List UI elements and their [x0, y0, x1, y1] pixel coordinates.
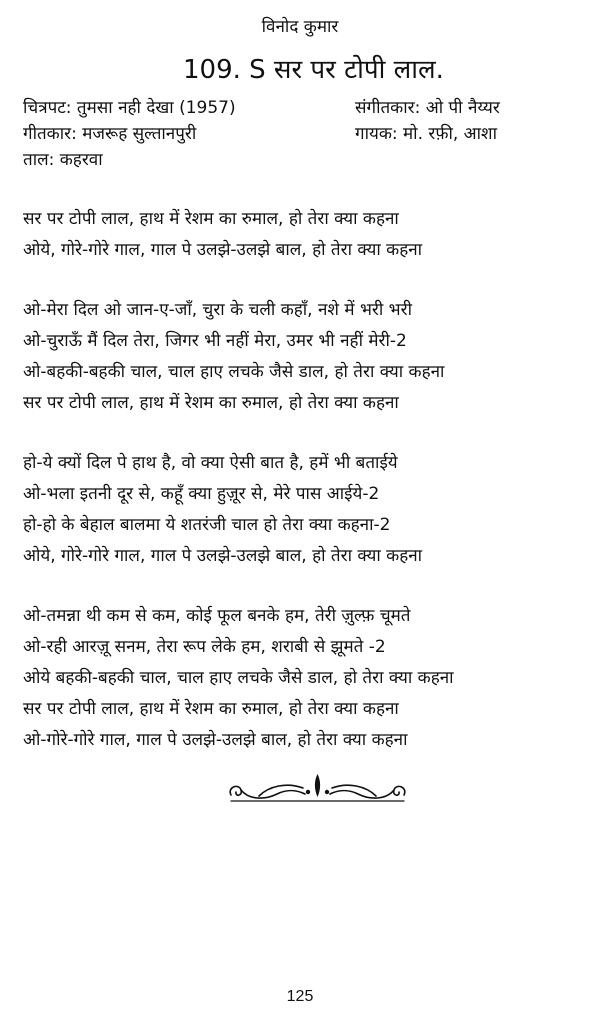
lyric-line: हो-हो के बेहाल बालमा ये शतरंजी चाल हो तेरा क्या कहना-2	[23, 515, 391, 535]
page-title: 109. S सर पर टोपी लाल.	[183, 55, 444, 85]
lyric-line: हो-ये क्यों दिल पे हाथ है, वो क्या ऐसी बात है, हमें भी बताईये	[23, 453, 398, 473]
lyric-line: ओये बहकी-बहकी चाल, चाल हाए लचके जैसे डाल, हो तेरा क्या कहना	[23, 668, 454, 688]
lyric-line: ओये, गोरे-गोरे गाल, गाल पे उलझे-उलझे बाल, हो तेरा क्या कहना	[23, 546, 423, 566]
lyric-line: ओ-रही आरज़ू सनम, तेरा रूप लेके हम, शराबी से झूमते -2	[23, 637, 386, 657]
lyric-line: ओ-भला इतनी दूर से, कहूँ क्या हुज़ूर से, मेरे पास आईये-2	[23, 484, 380, 504]
lyric-line: ओ-चुराऊँ मैं दिल तेरा, जिगर भी नहीं मेरा, उमर भी नहीं मेरी-2	[23, 331, 407, 351]
film-info: चित्रपट: तुमसा नही देखा (1957)	[23, 98, 236, 118]
singer-info: गायक: मो. रफ़ी, आशा	[355, 124, 498, 144]
author-name: विनोद कुमार	[261, 17, 339, 37]
page-number: 125	[286, 988, 314, 1005]
lyrics-body	[23, 204, 454, 756]
lyricist-info: गीतकार: मजरूह सुल्तानपुरी	[23, 124, 197, 144]
ornament-divider-icon	[225, 768, 410, 808]
lyric-line: ओ-गोरे-गोरे गाल, गाल पे उलझे-उलझे बाल, हो तेरा क्या कहना	[23, 730, 408, 750]
music-director-info: संगीतकार: ओ पी नैय्यर	[355, 98, 500, 118]
lyric-line: ओये, गोरे-गोरे गाल, गाल पे उलझे-उलझे बाल, हो तेरा क्या कहना	[23, 240, 423, 260]
taal-info: ताल: कहरवा	[23, 150, 103, 170]
lyric-line: सर पर टोपी लाल, हाथ में रेशम का रुमाल, हो तेरा क्या कहना	[23, 209, 399, 229]
lyric-line: ओ-मेरा दिल ओ जान-ए-जाँ, चुरा के चली कहाँ, नशे में भरी भरी	[23, 300, 412, 320]
lyric-line: सर पर टोपी लाल, हाथ में रेशम का रुमाल, हो तेरा क्या कहना	[23, 393, 399, 413]
lyric-line: ओ-तमन्ना थी कम से कम, कोई फूल बनके हम, तेरी ज़ुल्फ़ चूमते	[23, 606, 411, 626]
lyric-line: सर पर टोपी लाल, हाथ में रेशम का रुमाल, हो तेरा क्या कहना	[23, 699, 399, 719]
lyric-line: ओ-बहकी-बहकी चाल, चाल हाए लचके जैसे डाल, हो तेरा क्या कहना	[23, 362, 445, 382]
